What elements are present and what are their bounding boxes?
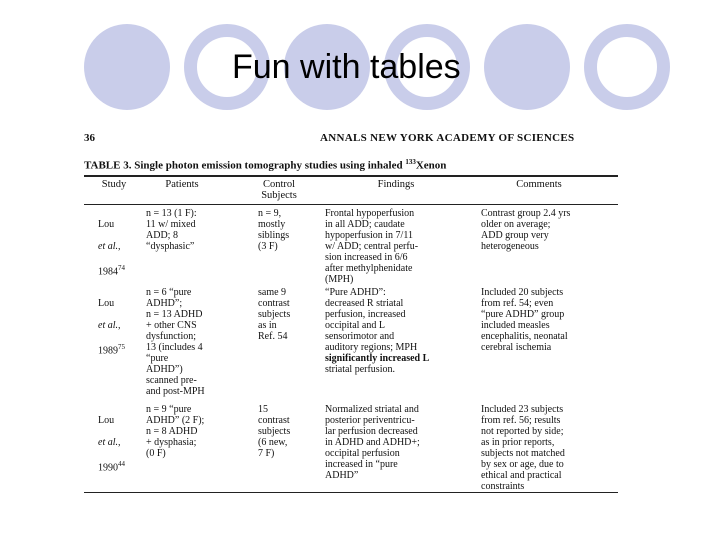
col-head-patients: Patients <box>165 179 199 190</box>
row-2-comments: Included 20 subjects from ref. 54; even “pure ADHD” group included measles encephalitis, neonatal cerebral ischemia <box>481 287 568 353</box>
decor-circle-3 <box>484 24 570 110</box>
decor-circle-1 <box>84 24 170 110</box>
caption-superscript: 133 <box>405 158 416 166</box>
table-header-rule <box>84 204 618 205</box>
journal-title: ANNALS NEW YORK ACADEMY OF SCIENCES <box>320 132 575 144</box>
row-1-comments: Contrast group 2.4 yrs older on average; ADD group very heterogeneous <box>481 208 571 252</box>
row-3-controls: 15 contrast subjects (6 new, 7 F) <box>258 404 291 459</box>
caption-text: TABLE 3. Single photon emission tomography studies using inhaled <box>84 159 406 172</box>
findings-bold: significantly increased L <box>325 353 430 364</box>
row-3-patients: n = 9 “pure ADHD” (2 F); n = 8 ADHD + dysphasia; (0 F) <box>146 404 205 459</box>
slide-title: Fun with tables <box>232 48 461 86</box>
caption-tail: Xenon <box>415 159 447 172</box>
row-2-controls: same 9 contrast subjects as in Ref. 54 <box>258 287 291 342</box>
row-1-controls: n = 9, mostly siblings (3 F) <box>258 208 290 252</box>
study-year: 1989 <box>98 345 118 357</box>
col-head-study: Study <box>101 179 127 190</box>
row-3-study <box>98 404 136 473</box>
study-ref: 75 <box>118 343 125 351</box>
page-header <box>84 132 618 148</box>
table-top-rule <box>84 175 618 177</box>
study-etal: et al., <box>98 320 121 331</box>
row-1-study <box>98 208 136 277</box>
row-3-comments: Included 23 subjects from ref. 56; results not reported by side; as in prior reports, subjects not matched by sex or age, due to ethical and practical constraints <box>481 404 565 492</box>
row-1-patients: n = 13 (1 F): 11 w/ mixed ADD; 8 “dysphasic” <box>146 208 197 252</box>
row-1-findings: Frontal hypoperfusion in all ADD; caudate hypoperfusion in 7/11 w/ ADD; central perfu- sion increased in 6/6 after methylphenidate (MPH) <box>325 208 419 285</box>
row-2-study <box>98 287 136 356</box>
row-2-findings <box>325 287 485 375</box>
col-head-findings: Findings <box>377 179 415 190</box>
findings-text: “Pure ADHD”: decreased R striatal perfusion, increased occipital and L sensorimotor and auditory regions; MPH <box>325 287 418 353</box>
study-year: 1984 <box>98 266 118 278</box>
study-etal: et al., <box>98 437 121 448</box>
row-3-findings: Normalized striatal and posterior periventricu- lar perfusion decreased in ADHD and ADHD+; occipital perfusion increased in “pure ADHD” <box>325 404 420 481</box>
row-2-patients: n = 6 “pure ADHD”; n = 13 ADHD + other CNS dysfunction; 13 (includes 4 “pure ADHD”) scanned pre- and post-MPH <box>146 287 205 397</box>
study-etal: et al., <box>98 241 121 252</box>
page-number: 36 <box>84 132 95 144</box>
col-head-comments: Comments <box>516 179 562 190</box>
decor-ring-3 <box>584 24 670 110</box>
col-head-controls: Control Subjects <box>261 179 297 201</box>
findings-tail: striatal perfusion. <box>325 364 395 375</box>
study-author: Lou <box>98 415 115 426</box>
study-ref: 74 <box>118 264 125 272</box>
study-author: Lou <box>98 219 115 230</box>
study-year: 1990 <box>98 462 118 474</box>
study-ref: 44 <box>118 460 125 468</box>
study-author: Lou <box>98 298 115 309</box>
table-caption <box>84 158 618 172</box>
scanned-table-page <box>84 130 618 493</box>
table-bottom-rule <box>84 492 618 493</box>
